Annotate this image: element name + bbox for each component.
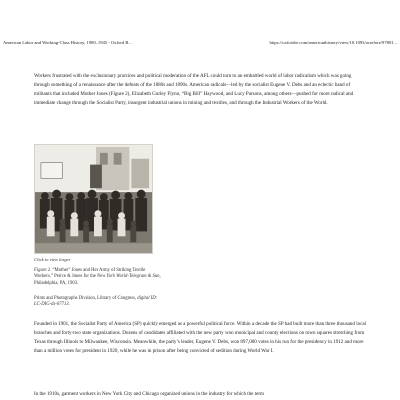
view-larger-link[interactable]: Click to view larger	[34, 257, 71, 262]
page-url[interactable]: https://oxfordre.com/americanhistory/view/10.1093/acrefore/97801...	[269, 40, 397, 45]
credit-text: Prints and Photographs Division, Library of Congress,	[34, 296, 138, 301]
credit-digital-id: digital ID: LC-DIG-ds-07713	[34, 296, 158, 308]
credit-suffix: .	[68, 302, 70, 308]
photo-image	[35, 145, 152, 253]
page-title: American Labor and Working-Class History, 1900–1945 - Oxford R...	[3, 40, 132, 45]
figure-caption	[34, 268, 162, 287]
page-header	[3, 38, 397, 48]
body-paragraph-garment-workers: In the 1910s, garment workers in New York City and Chicago organized unions in the industry for which the term	[34, 391, 264, 397]
historical-photo[interactable]	[34, 144, 153, 254]
body-paragraph-socialist-party: Founded in 1901, the Socialist Party of America (SP) quickly emerged as a powerful political force. Within a decade the SP had built more than three thousand local branches and forty-two state organizations. Dozens of candidates affiliated with the new party won municipal and county elections on town squares stretching from Texas through Illinois to Milwaukee, Wisconsin. Meanwhile, the party’s leader, Eugene V. Debs, won 897,000 votes in his run for the presidency in 1912 and more than a million votes for president in 1920, while he was in prison after being convicted of sedition during World War I.	[34, 321, 367, 355]
figure-credit	[34, 296, 164, 309]
caption-suffix: , Philadelphia, PA, 1903.	[34, 274, 161, 286]
caption-text: “Mother” Jones and Her Army of Striking Textile Workers.” Peirce & Jones for the	[34, 268, 146, 280]
figure-label: Figure 2.	[34, 268, 53, 273]
body-paragraph-radicalism: Workers frustrated with the exclusionary practices and political moderation of the AFL could turn to an embattled world of labor radicalism which was going through something of a renaissance after the defeats of the 1880s and 1890s. American radicals—led by the socialist Eugene V. Debs and an eclectic band of militants that included Mother Jones (Figure 2), Elizabeth Gurley Flynn, “Big Bill” Haywood, and Lucy Parsons, among others—pushed for more radical and immediate change through the Socialist Party, insurgent industrial unions in mining and textiles, and through the Industrial Workers of the World.	[34, 73, 354, 107]
caption-source: New York World-Telegram & Sun	[97, 274, 160, 280]
